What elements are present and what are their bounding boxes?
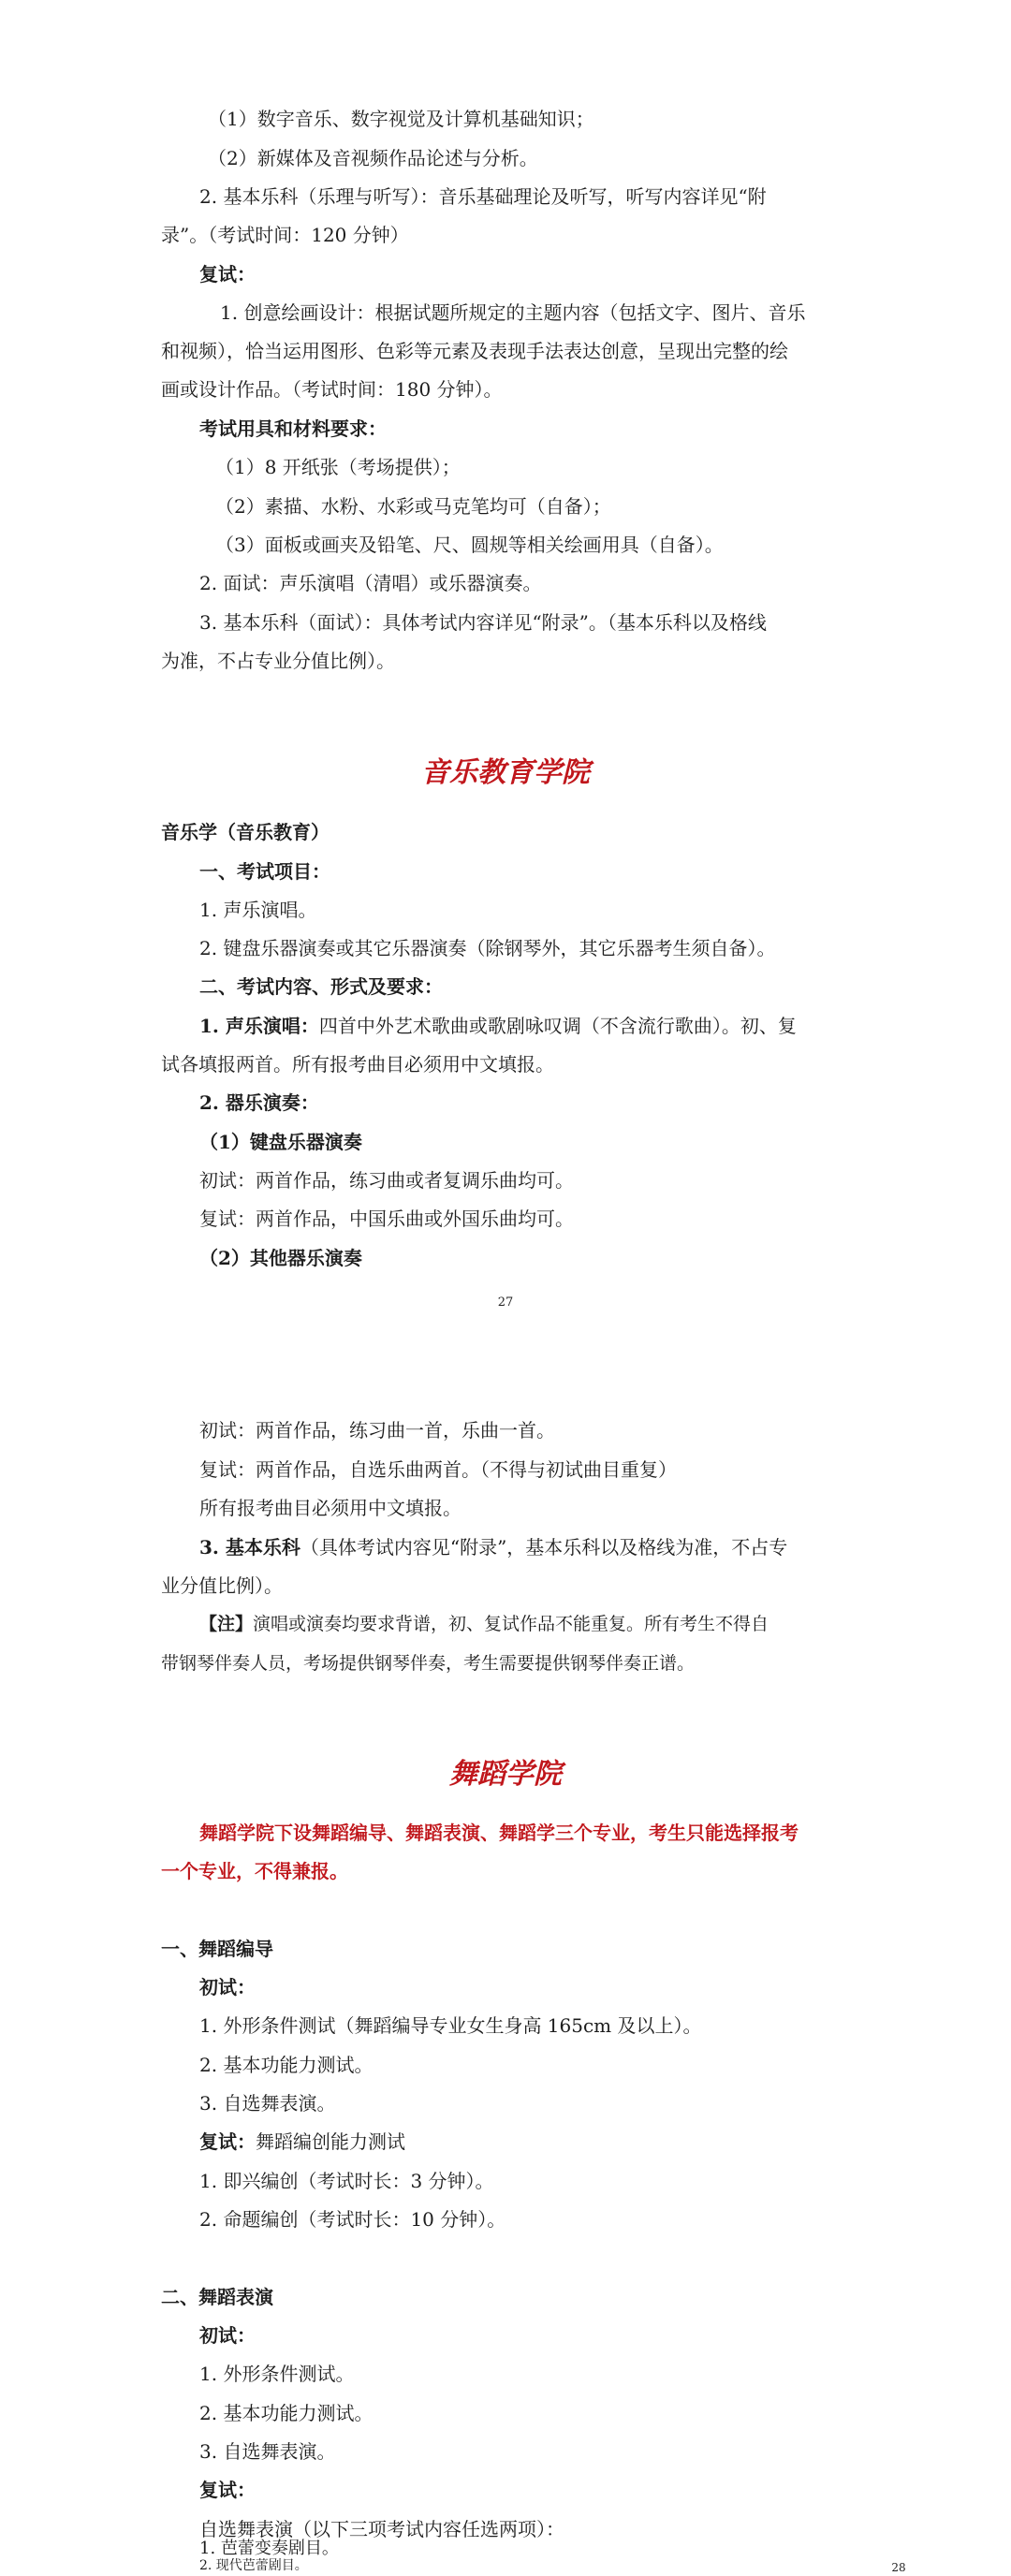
subheading: 复试：	[199, 2479, 256, 2501]
text-line: 1. 外形条件测试。	[199, 2363, 355, 2385]
note-label: 【注】	[199, 1614, 254, 1634]
vocal-label: 1. 声乐演唱：	[199, 1015, 319, 1037]
note-text: 演唱或演奏均要求背谱，初、复试作品不能重复。所有考生不得自	[253, 1614, 769, 1634]
text-line: 3. 自选舞表演。	[199, 2440, 336, 2463]
text-line: 为准，不占专业分值比例）。	[161, 650, 395, 672]
text-line	[199, 1534, 787, 1560]
text-line: 录”。（考试时间：120 分钟）	[161, 224, 409, 246]
text-line: （3）面板或画夹及铅笔、尺、圆规等相关绘画用具（自备）。	[215, 534, 724, 556]
text-line: 1. 即兴编创（考试时长：3 分钟）。	[199, 2170, 494, 2192]
note-line	[199, 1611, 769, 1637]
subheading: 复试：	[199, 263, 256, 285]
subheading: 初试：	[199, 2324, 256, 2347]
text-line: 3. 基本乐科（面试）：具体考试内容详见“附录”。（基本乐科以及格线	[199, 611, 767, 634]
text-line: 业分值比例）。	[161, 1574, 283, 1597]
text-line: 2. 基本乐科（乐理与听写）：音乐基础理论及听写，听写内容详见“附	[199, 185, 767, 208]
subheading: 二、考试内容、形式及要求：	[199, 975, 443, 998]
text-line: 自选舞表演（以下三项考试内容任选两项）：	[199, 2518, 564, 2540]
text-line: 复试：两首作品，中国乐曲或外国乐曲均可。	[199, 1208, 574, 1230]
retest-text: 舞蹈编创能力测试	[256, 2130, 405, 2153]
text-line: 1. 创意绘画设计：根据试题所规定的主题内容（包括文字、图片、音乐	[220, 301, 806, 324]
text-line: （1）数字音乐、数字视觉及计算机基础知识；	[208, 108, 594, 130]
text-line: 试各填报两首。所有报考曲目必须用中文填报。	[161, 1053, 554, 1076]
subheading: 2. 器乐演奏：	[199, 1091, 319, 1114]
text-line: （1）8 开纸张（考场提供）；	[215, 456, 461, 478]
text-line: 1. 芭蕾变奏剧目。	[199, 2539, 339, 2558]
text-line: 2. 基本功能力测试。	[199, 2402, 374, 2424]
text-line: 初试：两首作品，练习曲一首，乐曲一首。	[199, 1419, 555, 1442]
page-number: 28	[891, 2561, 906, 2574]
basic-theory-label: 3. 基本乐科	[199, 1536, 300, 1559]
text-line: 2. 键盘乐器演奏或其它乐器演奏（除钢琴外，其它乐器考生须自备）。	[199, 937, 776, 959]
text-line: 和视频），恰当运用图形、色彩等元素及表现手法表达创意，呈现出完整的绘	[161, 340, 788, 362]
major-heading: 一、舞蹈编导	[161, 1938, 273, 1960]
note-line: 带钢琴伴奏人员，考场提供钢琴伴奏，考生需要提供钢琴伴奏正谱。	[161, 1653, 696, 1674]
text-line: 2. 命题编创（考试时长：10 分钟）。	[199, 2208, 506, 2231]
text-line: 复试：两首作品，自选乐曲两首。（不得与初试曲目重复）	[199, 1458, 677, 1481]
text-line: 画或设计作品。（考试时间：180 分钟）。	[161, 378, 503, 401]
basic-theory-text: （具体考试内容见“附录”，基本乐科以及格线为准，不占专	[300, 1536, 788, 1559]
subheading: 初试：	[199, 1976, 256, 1998]
subheading: 考试用具和材料要求：	[199, 417, 387, 440]
section-title-dance: 舞蹈学院	[449, 1758, 562, 1791]
text-line: 所有报考曲目必须用中文填报。	[199, 1497, 462, 1519]
subheading: （2）其他器乐演奏	[199, 1247, 362, 1269]
text-line: 1. 外形条件测试（舞蹈编导专业女生身高 165cm 及以上）。	[199, 2014, 702, 2037]
retest-label: 复试：	[199, 2130, 256, 2153]
page-number: 27	[497, 1295, 514, 1310]
text-line: （2）素描、水粉、水彩或马克笔均可（自备）；	[215, 495, 611, 518]
text-line: 初试：两首作品，练习曲或者复调乐曲均可。	[199, 1169, 574, 1192]
subheading: （1）键盘乐器演奏	[199, 1131, 362, 1153]
text-line: 2. 面试：声乐演唱（清唱）或乐器演奏。	[199, 572, 542, 594]
text-line: 3. 自选舞表演。	[199, 2092, 336, 2115]
text-line: 2. 基本功能力测试。	[199, 2054, 374, 2076]
text-line: 1. 声乐演唱。	[199, 899, 317, 921]
text-line	[199, 2129, 405, 2155]
text-line: 2. 现代芭蕾剧目。	[199, 2558, 308, 2573]
major-heading: 二、舞蹈表演	[161, 2286, 273, 2308]
major-heading: 音乐学（音乐教育）	[161, 821, 330, 843]
intro-line: 舞蹈学院下设舞蹈编导、舞蹈表演、舞蹈学三个专业，考生只能选择报考	[199, 1822, 799, 1844]
text-line: （2）新媒体及音视频作品论述与分析。	[208, 147, 538, 169]
vocal-text: 四首中外艺术歌曲或歌剧咏叹调（不含流行歌曲）。初、复	[318, 1015, 797, 1037]
text-line	[199, 1013, 797, 1039]
intro-line: 一个专业，不得兼报。	[161, 1860, 348, 1882]
section-title-music-education: 音乐教育学院	[421, 756, 590, 789]
subheading: 一、考试项目：	[199, 860, 330, 883]
